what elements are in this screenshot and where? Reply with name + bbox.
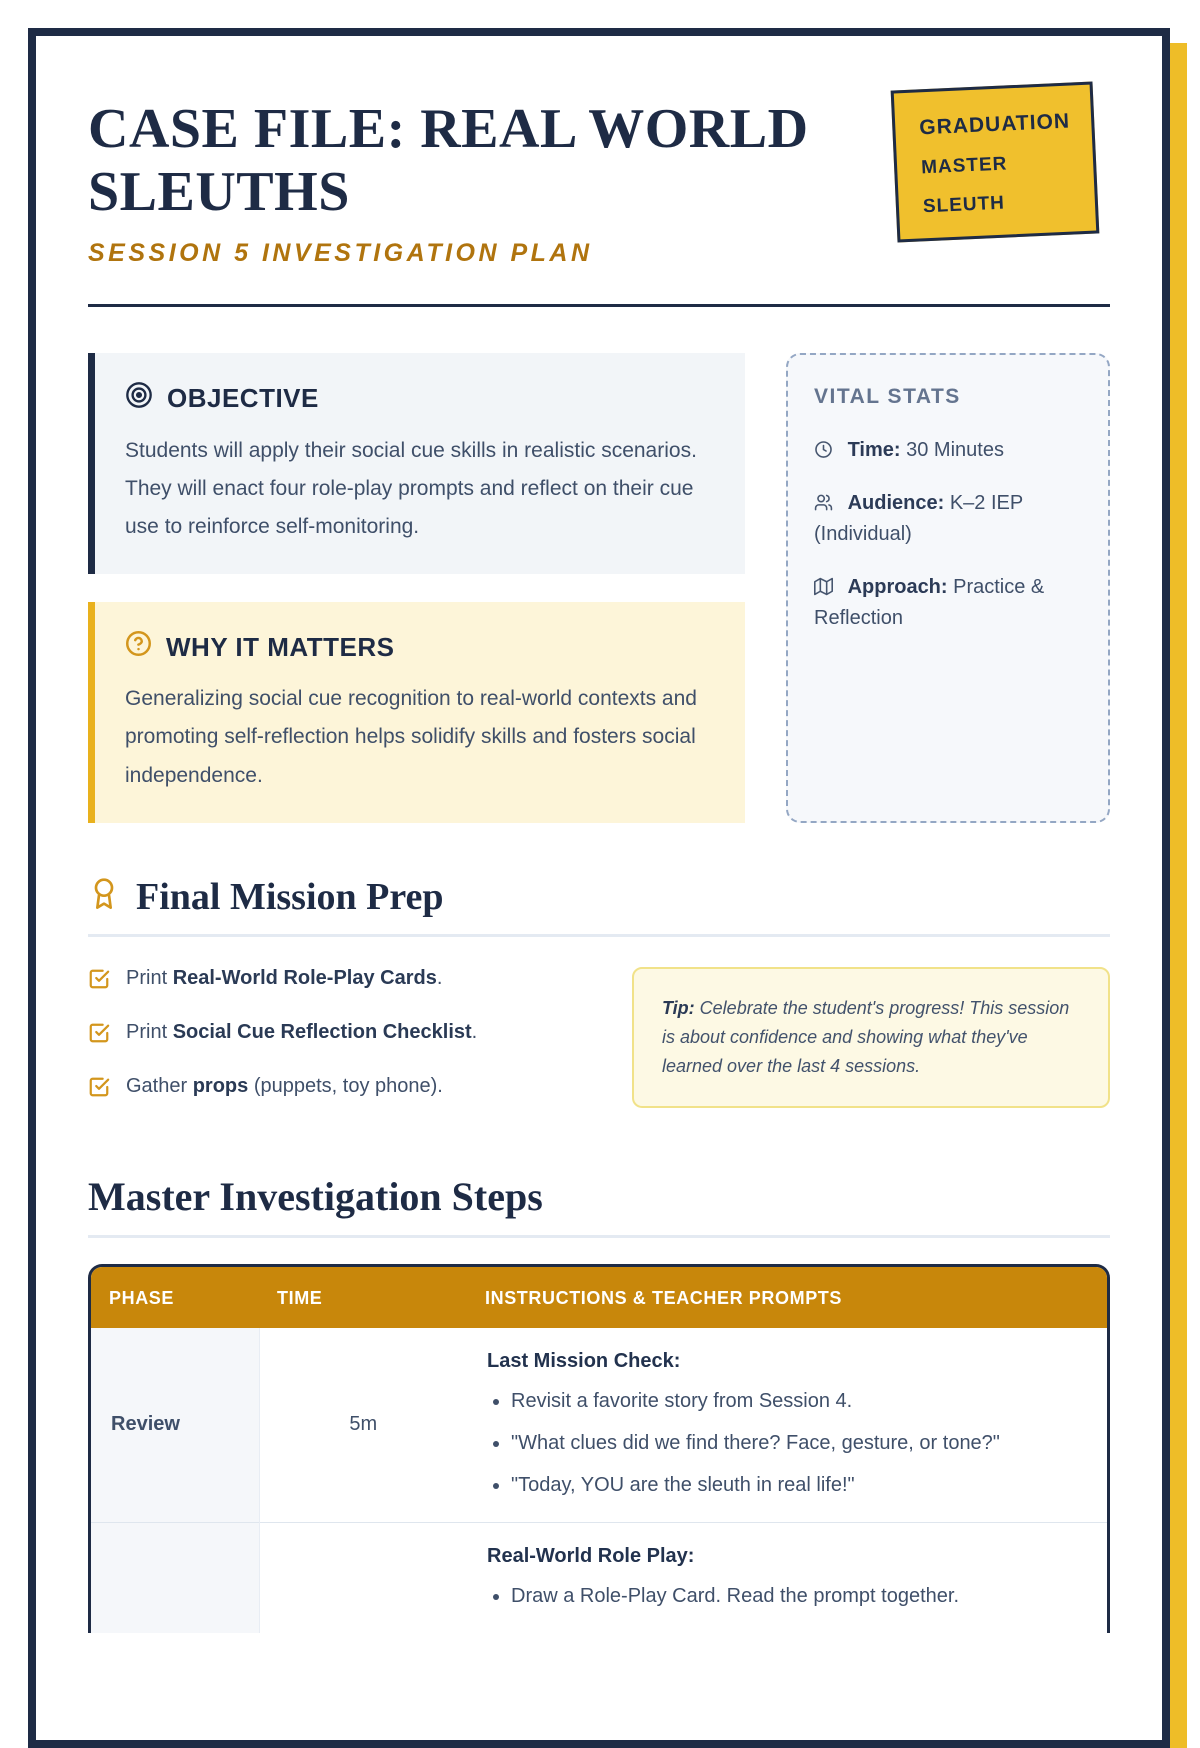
phase-cell bbox=[91, 1522, 259, 1633]
column-header-phase: PHASE bbox=[91, 1267, 259, 1328]
objective-text: Students will apply their social cue skills in realistic scenarios. They will enact four role-play prompts and reflect on their cue use to reinforce self-monitoring. bbox=[125, 438, 697, 538]
checklist-text: Gather props (puppets, toy phone). bbox=[126, 1074, 443, 1097]
target-icon bbox=[125, 381, 153, 416]
column-header-time: TIME bbox=[259, 1267, 467, 1328]
column-header-instructions: INSTRUCTIONS & TEACHER PROMPTS bbox=[467, 1267, 1107, 1328]
checklist-item bbox=[88, 1021, 592, 1050]
checklist-item bbox=[88, 967, 592, 996]
graduation-badge bbox=[891, 81, 1100, 242]
check-square-icon bbox=[88, 967, 110, 996]
prep-grid bbox=[88, 967, 1110, 1129]
badge-line: SLEUTH bbox=[922, 192, 1006, 218]
phase-cell: Review bbox=[91, 1328, 259, 1523]
users-icon bbox=[814, 492, 848, 514]
step-title: Last Mission Check: bbox=[487, 1349, 681, 1372]
stat-value: 30 Minutes bbox=[906, 438, 1004, 461]
clock-icon bbox=[814, 439, 848, 461]
objective-heading-row bbox=[125, 381, 715, 416]
instructions-cell bbox=[467, 1328, 1107, 1523]
prep-heading-row bbox=[88, 875, 1110, 937]
why-it-matters-box bbox=[88, 602, 745, 823]
step-bullet: • "What clues did we find there? Face, gesture, or tone?" bbox=[511, 1429, 1087, 1458]
objective-heading: OBJECTIVE bbox=[167, 382, 319, 413]
prep-heading: Final Mission Prep bbox=[136, 875, 444, 918]
instructions-cell bbox=[467, 1522, 1107, 1633]
steps-heading: Master Investigation Steps bbox=[88, 1173, 1110, 1238]
help-circle-icon bbox=[125, 630, 152, 664]
step-bullet: • Revisit a favorite story from Session 4. bbox=[511, 1387, 1087, 1416]
page-title: CASE FILE: REAL WORLD SLEUTHS bbox=[88, 98, 809, 224]
time-cell: 5m bbox=[349, 1413, 378, 1436]
table-row bbox=[91, 1328, 1107, 1523]
objective-box bbox=[88, 353, 745, 575]
tip-label: Tip: bbox=[662, 997, 695, 1018]
vital-stats-heading: VITAL STATS bbox=[814, 384, 961, 408]
vital-stats-box bbox=[786, 353, 1110, 823]
checklist-text: Print Social Cue Reflection Checklist. bbox=[126, 1020, 478, 1043]
overview-left-column bbox=[88, 353, 745, 823]
tip-box bbox=[632, 967, 1110, 1108]
stat-value: K–2 IEP (Individual) bbox=[814, 491, 1023, 545]
award-ribbon-icon bbox=[88, 875, 120, 919]
checklist-item bbox=[88, 1075, 592, 1104]
step-bullets bbox=[487, 1387, 1087, 1500]
time-cell bbox=[259, 1522, 467, 1633]
step-bullets bbox=[487, 1582, 1087, 1611]
title-divider bbox=[88, 304, 1110, 307]
steps-section bbox=[88, 1173, 1110, 1633]
check-square-icon bbox=[88, 1075, 110, 1104]
map-icon bbox=[814, 576, 848, 598]
vital-stat-audience bbox=[814, 488, 1082, 550]
prep-checklist bbox=[88, 967, 592, 1129]
step-bullet: • "Today, YOU are the sleuth in real life!" bbox=[511, 1471, 1087, 1500]
tip-text: Celebrate the student's progress! This session is about confidence and showing what they've learned over the last 4 sessions. bbox=[662, 997, 1070, 1077]
checklist-text: Print Real-World Role-Play Cards. bbox=[126, 966, 443, 989]
vital-stat-time bbox=[814, 435, 1082, 466]
steps-header-row bbox=[91, 1267, 1107, 1328]
stat-label: Approach: bbox=[847, 575, 948, 598]
stat-value: Practice & Reflection bbox=[814, 575, 1045, 629]
doc-header bbox=[88, 98, 1110, 307]
steps-table bbox=[88, 1264, 1110, 1633]
stat-label: Audience: bbox=[847, 491, 945, 514]
why-text: Generalizing social cue recognition to real-world contexts and promoting self-reflection helps solidify skills and fosters social independence. bbox=[125, 687, 697, 787]
step-bullet: • Draw a Role-Play Card. Read the prompt together. bbox=[511, 1582, 1087, 1611]
stat-label: Time: bbox=[847, 438, 901, 461]
vital-stat-approach bbox=[814, 572, 1082, 634]
why-heading: WHY IT MATTERS bbox=[166, 631, 395, 662]
step-title: Real-World Role Play: bbox=[487, 1544, 695, 1567]
check-square-icon bbox=[88, 1021, 110, 1050]
why-heading-row bbox=[125, 630, 715, 664]
table-row bbox=[91, 1522, 1107, 1633]
prep-section bbox=[88, 875, 1110, 1129]
badge-line: GRADUATION bbox=[918, 109, 1071, 140]
overview-section bbox=[88, 353, 1110, 823]
badge-line: MASTER bbox=[920, 153, 1008, 179]
page-subtitle: SESSION 5 INVESTIGATION PLAN bbox=[88, 238, 593, 267]
case-file-page bbox=[28, 28, 1170, 1748]
